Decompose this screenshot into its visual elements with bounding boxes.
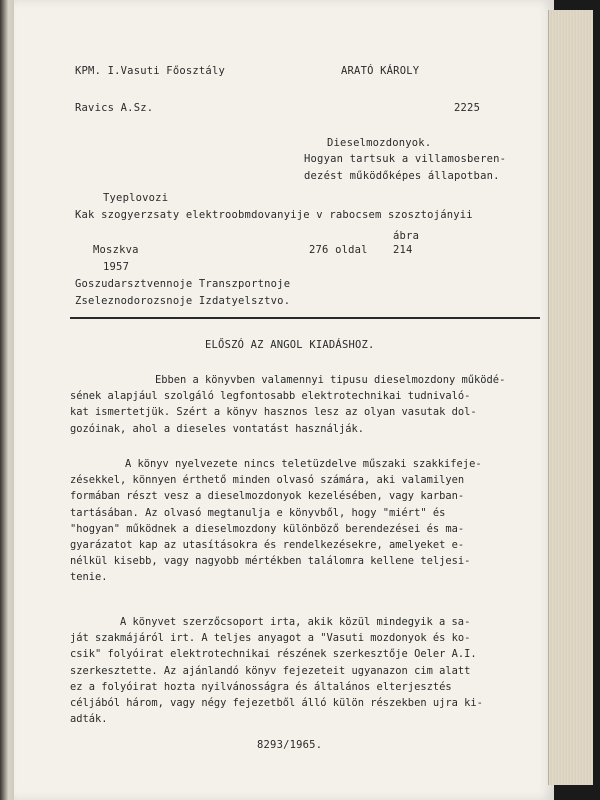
paragraph-2 xyxy=(70,456,482,586)
paragraph-line: ez a folyóirat hozta nyilvánosságra és általános elterjesztés xyxy=(70,680,452,693)
paragraph-1 xyxy=(70,372,505,437)
figures-label: ábra xyxy=(393,230,420,242)
paragraph-line: gyarázatot kap az utasításokra és rendelkezésekre, amelyeket e- xyxy=(70,539,465,552)
paragraph-line: kat ismertetjük. Szért a könyv hasznos lesz az olyan vasutak dol- xyxy=(70,406,477,419)
hungarian-title-line-3: dezést működőképes állapotban. xyxy=(304,170,500,182)
document-number: 2225 xyxy=(454,102,481,114)
paragraph-line: tenie. xyxy=(70,571,108,584)
paragraph-line: ját szakmájáról irt. A teljes anyagot a "Vasuti mozdonyok és ko- xyxy=(70,632,471,645)
foreword-heading: ELŐSZÓ AZ ANGOL KIADÁSHOZ. xyxy=(205,339,375,351)
paragraph-line: tartásában. Az olvasó megtanulja e könyvből, hogy "miért" és xyxy=(70,506,446,519)
paragraph-line: A könyv nyelvezete nincs teletüzdelve műszaki szakkifeje- xyxy=(125,458,482,470)
paragraph-line: zésekkel, könnyen érthető minden olvasó számára, aki valamilyen xyxy=(70,474,465,487)
paragraph-line: adták. xyxy=(70,713,108,726)
institution: KPM. I.Vasuti Főosztály xyxy=(75,65,225,77)
translator-name: ARATÓ KÁROLY xyxy=(341,65,420,77)
hungarian-title-line-2: Hogyan tartsuk a villamosberen- xyxy=(304,153,507,165)
paragraph-line: gozóinak, ahol a dieseles vontatást használják. xyxy=(70,422,365,435)
source-pages: 276 oldal xyxy=(309,244,368,256)
paragraph-line: Ebben a könyvben valamennyi tipusu dieselmozdony működé- xyxy=(155,374,506,386)
page-edges xyxy=(548,10,593,785)
footer-number: 8293/1965. xyxy=(257,739,323,751)
paragraph-line: A könyvet szerzőcsoport irta, akik közül mindegyik a sa- xyxy=(120,616,471,628)
paragraph-line: szerkesztette. Az ajánlandó könyv fejezeteit ugyanazon cim alatt xyxy=(70,664,471,677)
source-city: Moszkva xyxy=(93,244,139,256)
source-title: Kak szogyerzsaty elektroobmdovanyije v rabocsem szosztojányii xyxy=(75,209,473,221)
paragraph-line: céljából három, vagy négy fejezetből álló külön részekben ujra ki- xyxy=(70,697,483,710)
paragraph-line: "hogyan" működnek a dieselmozdony különböző berendezései és ma- xyxy=(70,522,465,535)
separator-rule xyxy=(70,317,540,319)
paragraph-line: nélkül kisebb, vagy nagyobb mértékben találomra kellene teljesi- xyxy=(70,555,471,568)
reference: Ravics A.Sz. xyxy=(75,102,154,114)
paragraph-line: csik" folyóirat elektrotechnikai részének szerkesztője Oeler A.I. xyxy=(70,648,477,661)
hungarian-title-line-1: Dieselmozdonyok. xyxy=(327,137,432,149)
figures-count: 214 xyxy=(393,244,413,256)
book-binding xyxy=(0,0,14,800)
source-author: Tyeplovozi xyxy=(103,192,169,204)
source-year: 1957 xyxy=(103,261,130,273)
paragraph-line: sének alapjául szolgáló legfontosabb elektrotechnikai tudnivaló- xyxy=(70,390,471,403)
paragraph-3 xyxy=(70,614,483,727)
publisher-line-2: Zseleznodorozsnoje Izdatyelsztvo. xyxy=(75,295,291,307)
paragraph-line: formában részt vesz a dieselmozdonyok kezelésében, vagy karban- xyxy=(70,490,465,503)
publisher-line-1: Goszudarsztvennoje Transzportnoje xyxy=(75,278,291,290)
